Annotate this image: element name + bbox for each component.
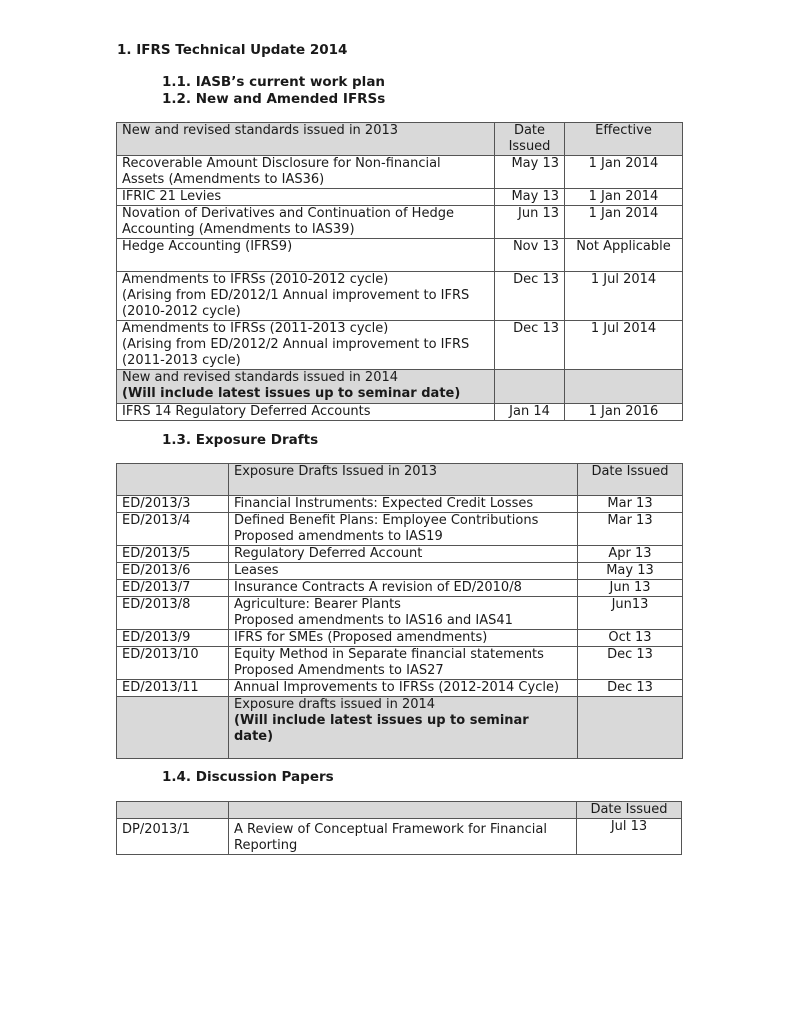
ed-date: May 13	[578, 563, 683, 580]
standard-effective: Not Applicable	[565, 239, 683, 272]
ed-code: ED/2013/3	[117, 496, 229, 513]
table-row	[117, 496, 683, 513]
standard-name: Recoverable Amount Disclosure for Non-financial Assets (Amendments to IAS36)	[117, 156, 495, 189]
standards-header-row	[117, 123, 683, 156]
ed-code: ED/2013/4	[117, 513, 229, 546]
standard-effective: 1 Jan 2014	[565, 189, 683, 206]
dp-description: A Review of Conceptual Framework for Financial Reporting	[229, 819, 577, 855]
ed-description: Annual Improvements to IFRSs (2012-2014 Cycle)	[229, 680, 578, 697]
discussion-header-date: Date Issued	[577, 802, 682, 819]
ed-description: Regulatory Deferred Account	[229, 546, 578, 563]
ed-date: Mar 13	[578, 496, 683, 513]
exposure-2014-row	[117, 697, 683, 759]
ed-code: ED/2013/5	[117, 546, 229, 563]
ed-description: Financial Instruments: Expected Credit Losses	[229, 496, 578, 513]
ed-code: ED/2013/11	[117, 680, 229, 697]
table-row	[117, 321, 683, 370]
ed-code: ED/2013/8	[117, 597, 229, 630]
table-row	[117, 239, 683, 272]
ed-date: Oct 13	[578, 630, 683, 647]
table-row	[117, 580, 683, 597]
empty-cell	[117, 464, 229, 496]
standard-effective: 1 Jul 2014	[565, 321, 683, 370]
table-row	[117, 680, 683, 697]
standard-effective: 1 Jan 2014	[565, 156, 683, 189]
ed-description: Insurance Contracts A revision of ED/2010/8	[229, 580, 578, 597]
standards-table	[116, 122, 683, 421]
dp-code: DP/2013/1	[117, 819, 229, 855]
ed-date: Apr 13	[578, 546, 683, 563]
empty-cell	[117, 802, 229, 819]
ed-code: ED/2013/7	[117, 580, 229, 597]
ed-date: Mar 13	[578, 513, 683, 546]
ed-date: Jun13	[578, 597, 683, 630]
ed-date: Dec 13	[578, 647, 683, 680]
discussion-header-row	[117, 802, 682, 819]
standard-date: May 13	[495, 189, 565, 206]
ed-date: Jun 13	[578, 580, 683, 597]
table-row	[117, 513, 683, 546]
exposure-2014-note: Exposure drafts issued in 2014 (Will include latest issues up to seminar date)	[229, 697, 578, 759]
standard-name: Hedge Accounting (IFRS9)	[117, 239, 495, 272]
discussion-papers-table	[116, 801, 682, 855]
standards-2014-row	[117, 370, 683, 404]
ed-description: Equity Method in Separate financial statements Proposed Amendments to IAS27	[229, 647, 578, 680]
table-row	[117, 647, 683, 680]
standard-date: Jan 14	[495, 404, 565, 421]
section-work-plan: 1.1. IASB’s current work plan	[162, 74, 386, 90]
standards-header-effective: Effective	[565, 123, 683, 156]
table-row	[117, 156, 683, 189]
standard-name: Amendments to IFRSs (2010-2012 cycle) (Arising from ED/2012/1 Annual improvement to IFRS (2010-2012 cycle)	[117, 272, 495, 321]
standard-date: Dec 13	[495, 272, 565, 321]
section-new-amended-ifrss: 1.2. New and Amended IFRSs	[162, 91, 386, 107]
standard-effective: 1 Jan 2016	[565, 404, 683, 421]
table-row	[117, 819, 682, 855]
section-exposure-drafts: 1.3. Exposure Drafts	[162, 432, 319, 448]
ed-description: Agriculture: Bearer Plants Proposed amendments to IAS16 and IAS41	[229, 597, 578, 630]
exposure-header-date: Date Issued	[578, 464, 683, 496]
ed-description: IFRS for SMEs (Proposed amendments)	[229, 630, 578, 647]
document-heading: 1. IFRS Technical Update 2014	[117, 42, 348, 58]
empty-cell	[229, 802, 577, 819]
standard-effective: 1 Jan 2014	[565, 206, 683, 239]
exposure-header-title: Exposure Drafts Issued in 2013	[229, 464, 578, 496]
empty-cell	[495, 370, 565, 404]
standard-effective: 1 Jul 2014	[565, 272, 683, 321]
standard-date: Nov 13	[495, 239, 565, 272]
standard-name: IFRIC 21 Levies	[117, 189, 495, 206]
ed-date: Dec 13	[578, 680, 683, 697]
standards-header-date: Date Issued	[495, 123, 565, 156]
table-row	[117, 404, 683, 421]
standard-name: Novation of Derivatives and Continuation of Hedge Accounting (Amendments to IAS39)	[117, 206, 495, 239]
table-row	[117, 189, 683, 206]
ed-code: ED/2013/9	[117, 630, 229, 647]
standard-date: Jun 13	[495, 206, 565, 239]
standard-date: Dec 13	[495, 321, 565, 370]
empty-cell	[578, 697, 683, 759]
ed-code: ED/2013/10	[117, 647, 229, 680]
empty-cell	[117, 697, 229, 759]
table-row	[117, 546, 683, 563]
standards-header-title: New and revised standards issued in 2013	[117, 123, 495, 156]
dp-date: Jul 13	[577, 819, 682, 855]
table-row	[117, 563, 683, 580]
section-discussion-papers: 1.4. Discussion Papers	[162, 769, 334, 785]
table-row	[117, 630, 683, 647]
exposure-drafts-table	[116, 463, 683, 759]
standard-name: IFRS 14 Regulatory Deferred Accounts	[117, 404, 495, 421]
empty-cell	[565, 370, 683, 404]
standards-2014-note: New and revised standards issued in 2014 (Will include latest issues up to seminar date)	[117, 370, 495, 404]
exposure-header-row	[117, 464, 683, 496]
table-row	[117, 206, 683, 239]
ed-description: Leases	[229, 563, 578, 580]
table-row	[117, 272, 683, 321]
ed-code: ED/2013/6	[117, 563, 229, 580]
ed-description: Defined Benefit Plans: Employee Contributions Proposed amendments to IAS19	[229, 513, 578, 546]
standard-date: May 13	[495, 156, 565, 189]
table-row	[117, 597, 683, 630]
standard-name: Amendments to IFRSs (2011-2013 cycle) (Arising from ED/2012/2 Annual improvement to IFRS (2011-2013 cycle)	[117, 321, 495, 370]
